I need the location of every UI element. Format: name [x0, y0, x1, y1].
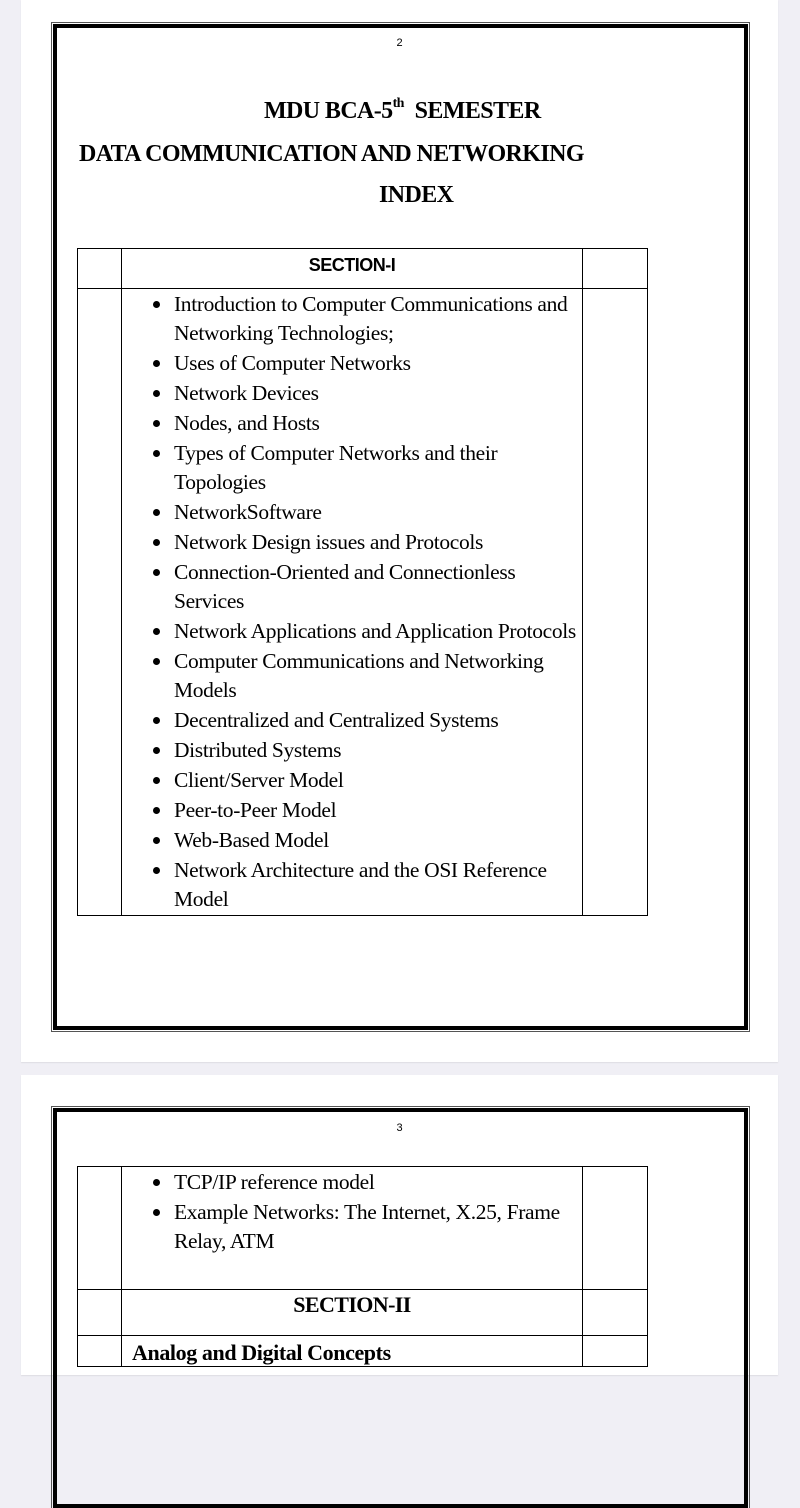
next-row [78, 1336, 648, 1367]
topics-cell [122, 289, 583, 916]
topic-item [174, 558, 576, 616]
bullet-icon [153, 509, 160, 516]
topic-list [122, 289, 582, 914]
page-number: 2 [396, 37, 403, 49]
topic-text: Nodes, and Hosts [174, 411, 320, 435]
topic-item [174, 528, 576, 557]
topics-cell [122, 1167, 583, 1290]
bullet-icon [153, 867, 160, 874]
topic-text: Decentralized and Centralized Systems [174, 708, 499, 732]
topic-text: NetworkSoftware [174, 500, 322, 524]
empty-cell [78, 1290, 122, 1336]
bullet-icon [153, 717, 160, 724]
topic-item [174, 1168, 576, 1197]
topic-item [174, 498, 576, 527]
topic-item [174, 856, 576, 914]
bullet-icon [153, 777, 160, 784]
topic-text: Web-Based Model [174, 828, 329, 852]
bullet-icon [153, 450, 160, 457]
empty-cell [583, 1167, 648, 1290]
section-header-row [78, 249, 648, 289]
topic-text: Network Design issues and Protocols [174, 530, 484, 554]
topic-text: Example Networks: The Internet, X.25, Frame Relay, ATM [174, 1200, 560, 1253]
course-title-prefix: MDU BCA-5 [264, 98, 393, 124]
bullet-icon [153, 539, 160, 546]
bullet-icon [153, 658, 160, 665]
topic-item [174, 766, 576, 795]
bullet-icon [153, 360, 160, 367]
bullet-icon [153, 390, 160, 397]
topic-item [174, 826, 576, 855]
bullet-icon [153, 1179, 160, 1186]
empty-cell [78, 249, 122, 289]
topic-text: Types of Computer Networks and their Topologies [174, 441, 498, 494]
topic-list [122, 1167, 582, 1256]
document-page-3 [21, 1075, 778, 1375]
next-row-text: Analog and Digital Concepts [132, 1340, 391, 1365]
section-header-row [78, 1290, 648, 1336]
document-page-2 [21, 0, 778, 1062]
topic-text: Computer Communications and Networking Models [174, 649, 544, 702]
empty-cell [583, 1290, 648, 1336]
empty-cell [78, 1167, 122, 1290]
topic-item [174, 439, 576, 497]
bullet-icon [153, 301, 160, 308]
bullet-icon [153, 420, 160, 427]
topic-text: Client/Server Model [174, 768, 344, 792]
topic-text: Peer-to-Peer Model [174, 798, 337, 822]
section-heading-cell [122, 1290, 583, 1336]
section-heading: SECTION-I [308, 255, 396, 275]
topic-item [174, 409, 576, 438]
bullet-icon [153, 1209, 160, 1216]
topic-text: Network Applications and Application Protocols [174, 619, 576, 643]
page-number: 3 [396, 1122, 403, 1134]
topic-item [174, 706, 576, 735]
bullet-icon [153, 837, 160, 844]
topic-text: Distributed Systems [174, 738, 342, 762]
topic-item [174, 617, 576, 646]
topic-item [174, 1198, 576, 1256]
bullet-icon [153, 747, 160, 754]
empty-cell [583, 1336, 648, 1367]
course-title [264, 98, 541, 125]
course-title-suffix: SEMESTER [403, 98, 541, 124]
topic-item [174, 647, 576, 705]
empty-cell [583, 249, 648, 289]
next-row-cell [122, 1336, 583, 1367]
topic-text: Network Devices [174, 381, 319, 405]
topic-text: Introduction to Computer Communications and Networking Technologies; [174, 292, 568, 345]
topic-item [174, 736, 576, 765]
topic-item [174, 290, 576, 348]
topic-text: TCP/IP reference model [174, 1170, 375, 1194]
index-table [77, 1166, 648, 1367]
topic-text: Connection-Oriented and Connectionless Services [174, 560, 516, 613]
section-heading-cell [122, 249, 583, 289]
topic-item [174, 349, 576, 378]
topic-item [174, 796, 576, 825]
empty-cell [78, 289, 122, 916]
topics-row [78, 289, 648, 916]
section-heading: SECTION-II [293, 1292, 411, 1317]
topic-item [174, 379, 576, 408]
bullet-icon [153, 569, 160, 576]
topics-row [78, 1167, 648, 1290]
topic-text: Uses of Computer Networks [174, 351, 411, 375]
index-table [77, 248, 648, 916]
bullet-icon [153, 628, 160, 635]
bullet-icon [153, 807, 160, 814]
topic-text: Network Architecture and the OSI Reference Model [174, 858, 547, 911]
subject-title: DATA COMMUNICATION AND NETWORKING [79, 141, 584, 167]
ordinal-suffix: th [392, 96, 404, 111]
index-heading: INDEX [379, 182, 454, 208]
empty-cell [78, 1336, 122, 1367]
empty-cell [583, 289, 648, 916]
